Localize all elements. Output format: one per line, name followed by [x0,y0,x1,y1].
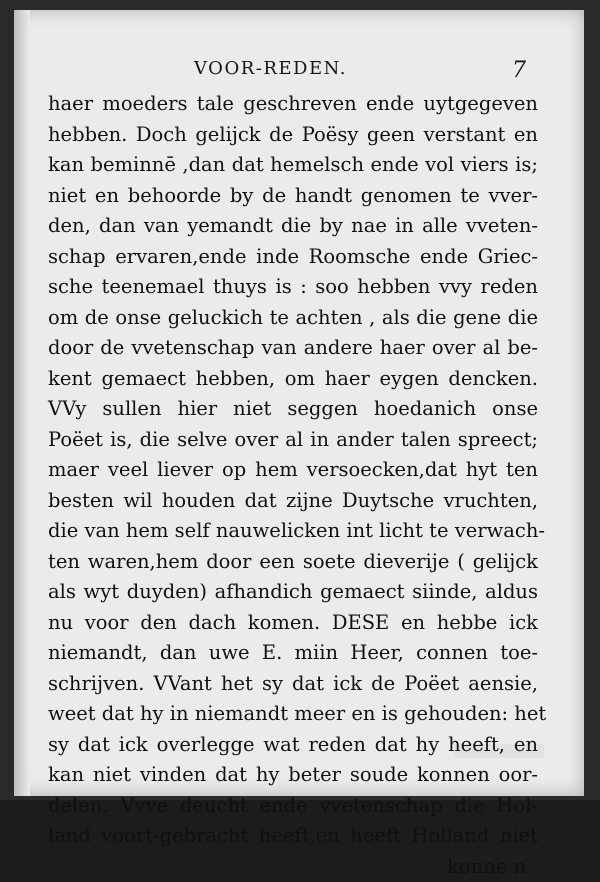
text-line: delen. Vvve deucht ende vvetenschap die Hol- [48,791,538,822]
text-line: weet dat hy in niemandt meer en is gehouden: het [48,699,538,730]
text-line: niet en behoorde by de handt genomen te vver- [48,181,538,212]
text-line: door de vvetenschap van andere haer over al be- [48,333,538,364]
text-line: maer veel liever op hem versoecken,dat hyt ten [48,455,538,486]
text-line: schap ervaren,ende inde Roomsche ende Griec- [48,242,538,273]
text-line: Poëet is, die selve over al in ander talen spreect; [48,425,538,456]
text-line: die van hem self nauwelicken int licht te verwach- [48,516,538,547]
book-page [14,10,584,796]
text-line: kent gemaect hebben, om haer eygen dencken. [48,364,538,395]
page-binding-shadow [14,10,30,796]
text-line: nu voor den dach komen. DESE en hebbe ick [48,608,538,639]
running-header: VOOR-REDEN. [194,58,347,79]
text-line: kan beminnē ,dan dat hemelsch ende vol viers is; [48,150,538,181]
text-line: kan niet vinden dat hy beter soude konnen oor- [48,760,538,791]
text-line: ten waren,hem door een soete dieverije ( gelijck [48,547,538,578]
text-line: haer moeders tale geschreven ende uytgegeven [48,89,538,120]
text-line: land voort-gebracht heeft,en heeft Holland niet [48,821,538,852]
text-line: VVy sullen hier niet seggen hoedanich onse [48,394,538,425]
text-line: om de onse geluckich te achten , als die gene die [48,303,538,334]
text-line: schrijven. VVant het sy dat ick de Poëet aensie, [48,669,538,700]
catchword: konne n [48,852,538,882]
page-number: 7 [512,58,526,83]
text-line: niemandt, dan uwe E. miin Heer, connen toe- [48,638,538,669]
text-line: hebben. Doch gelijck de Poësy geen verstant en [48,120,538,151]
text-line: sy dat ick overlegge wat reden dat hy heeft, en [48,730,538,761]
text-line: sche teenemael thuys is : soo hebben vvy reden [48,272,538,303]
text-line: den, dan van yemandt die by nae in alle vveten- [48,211,538,242]
text-line: als wyt duyden) afhandich gemaect siinde, aldus [48,577,538,608]
body-text [48,89,538,882]
text-line: besten wil houden dat zijne Duytsche vruchten, [48,486,538,517]
